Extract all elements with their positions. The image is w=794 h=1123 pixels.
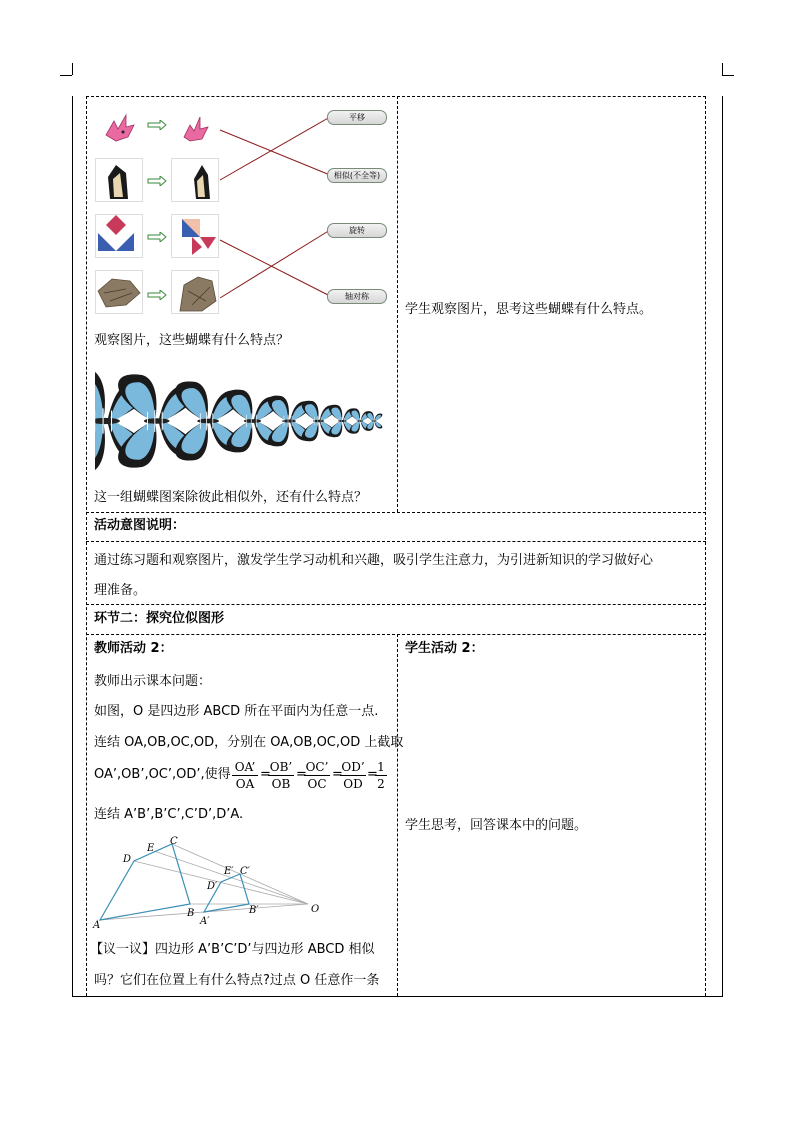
fraction-oa <box>232 760 258 792</box>
arrow-icon <box>147 232 167 242</box>
equals-sign: = <box>260 767 271 782</box>
match-line <box>220 130 330 175</box>
student-activity-text: 学生思考，回答课本中的问题。 <box>405 818 588 833</box>
label-c: C <box>170 836 178 847</box>
corner-mark-tl-h <box>60 75 72 76</box>
label-d-prime: D′ <box>207 881 218 892</box>
label-e-prime: E′ <box>224 866 234 877</box>
equals-sign: = <box>296 767 307 782</box>
label-rotation: 旋转 <box>327 223 387 238</box>
arrow-icon <box>147 176 167 186</box>
student-observe-text: 学生观察图片，思考这些蝴蝶有什么特点。 <box>405 302 653 317</box>
label-c-prime: C′ <box>240 866 250 877</box>
teacher-activity-line5: 连结 A’B’,B’C’,C’D’,D’A. <box>94 807 244 822</box>
fraction-numerator: OB’ <box>269 760 293 774</box>
label-b-prime: B′ <box>249 905 259 916</box>
row-divider-section2-top <box>86 604 706 605</box>
label-a: A <box>93 920 101 930</box>
question-butterfly-feature: 这一组蝴蝶图案除彼此相似外，还有什么特点？ <box>94 490 368 505</box>
fraction-numerator: OC’ <box>305 760 329 774</box>
match-lines <box>210 110 340 310</box>
intent-text-line2: 理准备。 <box>94 583 147 598</box>
label-a-prime: A′ <box>200 916 210 927</box>
butterfly-9 <box>366 411 383 430</box>
teacher-activity-title: 教师活动 2： <box>94 641 173 656</box>
question-observe: 观察图片，这些蝴蝶有什么特点？ <box>94 333 290 348</box>
fraction-denominator: OB <box>271 777 291 791</box>
fraction-ob <box>268 760 294 792</box>
fraction-od <box>340 760 366 792</box>
fraction-numerator: OD’ <box>341 760 365 774</box>
intent-text-line1: 通过练习题和观察图片，激发学生学习动机和兴趣，吸引学生注意力，为引进新知识的学习做好心 <box>94 553 654 568</box>
rabbit-image-1 <box>95 106 143 150</box>
fraction-oc <box>304 760 330 792</box>
inner-left-dashed <box>86 96 87 996</box>
student-activity-title: 学生活动 2： <box>405 641 484 656</box>
fraction-denominator: 2 <box>377 777 385 791</box>
fraction-denominator: OA <box>235 777 255 791</box>
fraction-denominator: OD <box>343 777 363 791</box>
discuss-line2: 吗？它们在位置上有什么特点?过点 O 任意作一条 <box>94 973 380 988</box>
row-divider-section2-bottom <box>86 634 706 635</box>
inner-right-dashed <box>705 96 706 996</box>
tangram-image-1 <box>95 214 143 258</box>
quad-abcd <box>100 844 190 920</box>
corner-mark-tl-v <box>72 63 73 75</box>
row-divider-intent-mid <box>86 541 706 542</box>
intent-title: 活动意图说明： <box>94 518 186 533</box>
outer-bottom-border <box>72 996 723 997</box>
outer-right-border <box>722 96 723 997</box>
fraction-half <box>375 760 387 792</box>
top-dashed-border <box>86 96 706 97</box>
column-divider-1 <box>397 96 398 512</box>
section2-title: 环节二：探究位似图形 <box>94 611 225 626</box>
fraction-denominator: OC <box>307 777 327 791</box>
column-divider-2 <box>397 634 398 996</box>
corner-mark-tr-v <box>722 63 723 75</box>
label-b: B <box>187 908 195 919</box>
outer-left-border <box>72 96 73 997</box>
teacher-activity-line4: OA’,OB’,OC’,OD’,使得 <box>94 767 231 782</box>
arrow-icon <box>147 290 167 300</box>
match-line <box>220 117 330 180</box>
discuss-line1: 【议一议】四边形 A’B’C’D’与四边形 ABCD 相似 <box>90 942 375 957</box>
label-d: D <box>123 854 132 865</box>
equals-sign: = <box>367 767 378 782</box>
label-similar: 相似(不全等) <box>327 168 387 183</box>
fraction-numerator: OA’ <box>232 760 258 776</box>
row-divider-intent-top <box>86 512 706 513</box>
teacher-activity-line1: 教师出示课本问题： <box>94 674 212 689</box>
label-axial-symmetry: 轴对称 <box>327 289 387 304</box>
rock-image-1 <box>95 270 143 314</box>
label-o: O <box>311 904 320 915</box>
penguin-image-1 <box>95 158 143 202</box>
label-translation: 平移 <box>327 110 387 125</box>
equals-sign: = <box>332 767 343 782</box>
label-e: E <box>147 843 155 854</box>
fraction-numerator: 1 <box>375 760 387 776</box>
teacher-activity-line3: 连结 OA,OB,OC,OD，分别在 OA,OB,OC,OD 上截取 <box>94 735 404 750</box>
corner-mark-tr-h <box>722 75 734 76</box>
butterfly-sequence <box>95 365 385 477</box>
teacher-activity-line2: 如图，O 是四边形 ABCD 所在平面内为任意一点. <box>94 704 379 719</box>
homothety-figure <box>90 834 330 930</box>
arrow-icon <box>147 120 167 130</box>
